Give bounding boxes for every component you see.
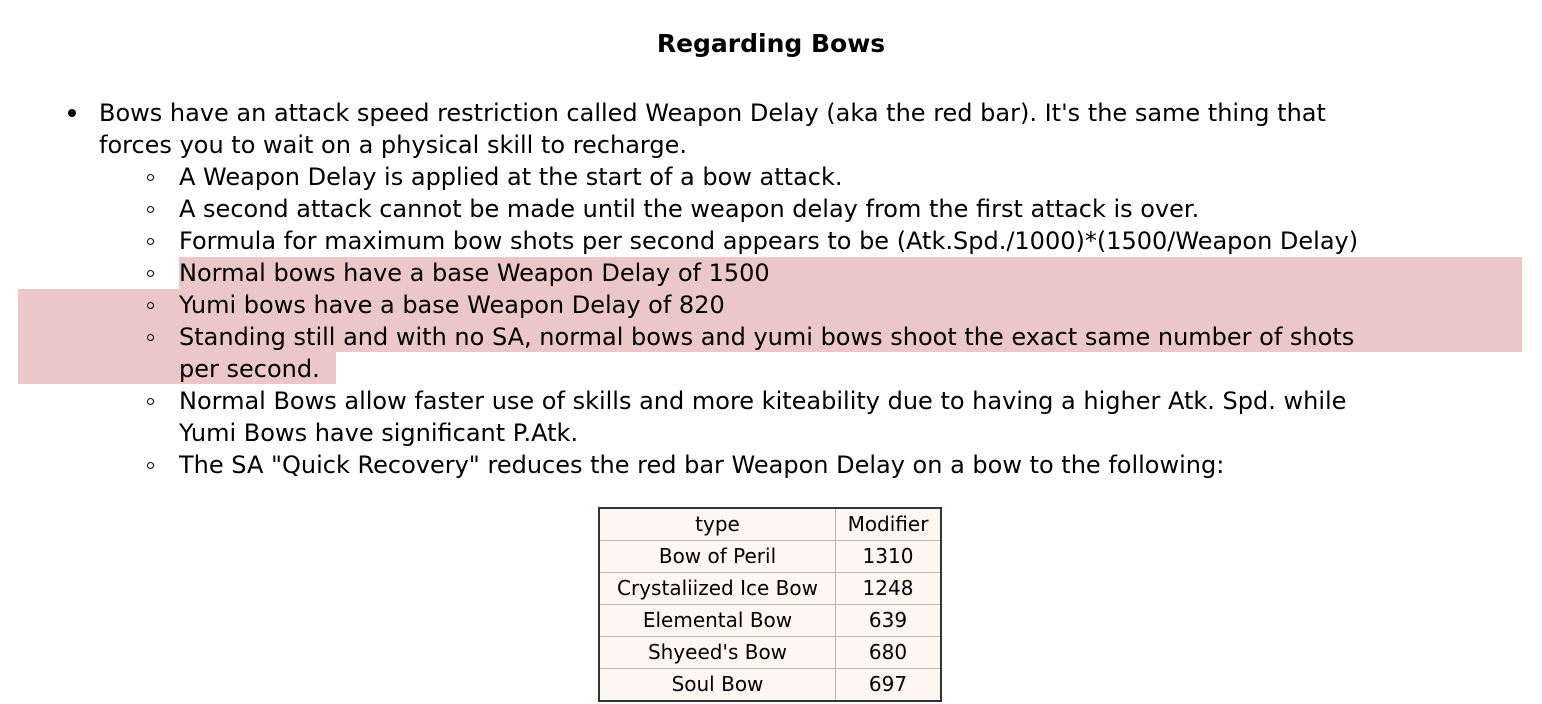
sub-list-item: Standing still and with no SA, normal bows and yumi bows shoot the exact same number of shots	[179, 323, 1355, 351]
page-title: Regarding Bows	[656, 29, 886, 58]
table-row	[599, 637, 941, 669]
sub-bullet-icon	[147, 398, 154, 405]
sub-list-item: A Weapon Delay is applied at the start of a bow attack.	[179, 163, 843, 191]
table-row	[599, 669, 941, 702]
table-cell: 1310	[836, 541, 942, 573]
table-header-cell: Modifier	[836, 508, 942, 541]
table-cell: 1248	[836, 573, 942, 605]
sub-list-item: A second attack cannot be made until the weapon delay from the first attack is over.	[179, 195, 1200, 223]
sub-list-item: The SA "Quick Recovery" reduces the red bar Weapon Delay on a bow to the following:	[179, 451, 1225, 479]
list-item-text: forces you to wait on a physical skill to recharge.	[99, 131, 687, 159]
table-row	[599, 605, 941, 637]
table-cell: Shyeed's Bow	[599, 637, 836, 669]
sub-bullet-icon	[147, 174, 154, 181]
bullet-icon	[68, 109, 76, 117]
table-cell: 639	[836, 605, 942, 637]
table-cell: Soul Bow	[599, 669, 836, 702]
sub-bullet-icon	[147, 302, 154, 309]
table-row	[599, 541, 941, 573]
table-cell: Crystaliized Ice Bow	[599, 573, 836, 605]
table-cell: Bow of Peril	[599, 541, 836, 573]
sub-bullet-icon	[147, 206, 154, 213]
table-row	[599, 573, 941, 605]
sub-bullet-icon	[147, 334, 154, 341]
table-header-cell: type	[599, 508, 836, 541]
table-cell: 680	[836, 637, 942, 669]
sub-list-item: Normal bows have a base Weapon Delay of 1500	[179, 259, 770, 287]
table-header-row	[599, 508, 941, 541]
sub-list-item: Yumi bows have a base Weapon Delay of 820	[179, 291, 725, 319]
sub-list-item-continued: Yumi Bows have significant P.Atk.	[179, 419, 579, 447]
sub-bullet-icon	[147, 238, 154, 245]
sub-list-item: Formula for maximum bow shots per second appears to be (Atk.Spd./1000)*(1500/Weapon Delay)	[179, 227, 1359, 255]
sub-list-item: Normal Bows allow faster use of skills and more kiteability due to having a higher Atk. Spd. while	[179, 387, 1347, 415]
sub-bullet-icon	[147, 270, 154, 277]
weapon-delay-table	[598, 507, 942, 702]
table-cell: 697	[836, 669, 942, 702]
table-cell: Elemental Bow	[599, 605, 836, 637]
list-item-text: Bows have an attack speed restriction called Weapon Delay (aka the red bar). It's the same thing that	[99, 99, 1326, 127]
sub-list-item-continued: per second.	[179, 355, 320, 383]
sub-bullet-icon	[147, 462, 154, 469]
